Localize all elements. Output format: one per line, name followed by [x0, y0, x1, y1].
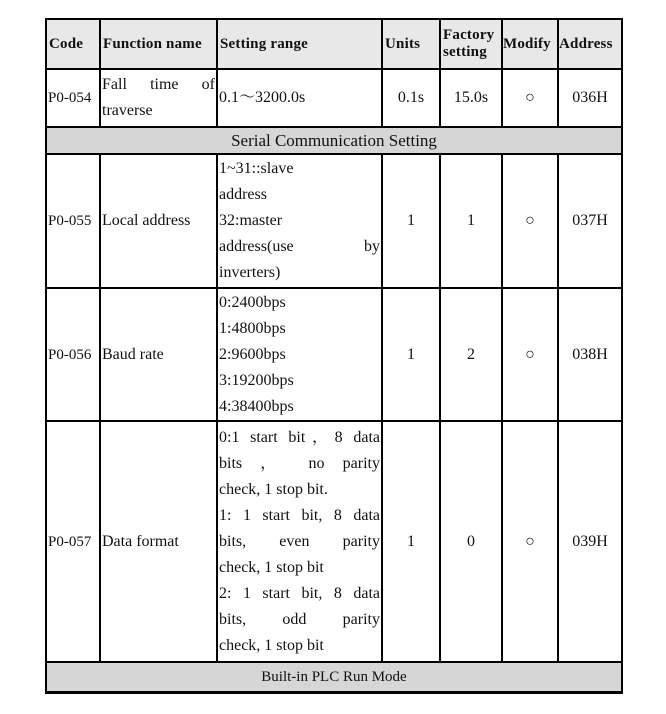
header-address: Address	[558, 19, 622, 69]
header-setting-range: Setting range	[217, 19, 382, 69]
cell-code: P0-055	[46, 154, 100, 288]
cell-setting-range	[217, 421, 382, 662]
cell-modify: ○	[502, 421, 558, 662]
cell-units: 0.1s	[382, 69, 440, 127]
cell-factory-setting: 1	[440, 154, 502, 288]
setting-range-line: 1:4800bps	[219, 319, 286, 337]
setting-range-line: 0:2400bps	[219, 293, 286, 311]
cell-factory-setting: 0	[440, 421, 502, 662]
table-row	[46, 288, 622, 421]
cell-address: 036H	[558, 69, 622, 127]
header-code: Code	[46, 19, 100, 69]
setting-range-line: 1: 1 start bit, 8 data	[219, 506, 380, 524]
cell-address: 039H	[558, 421, 622, 662]
table-row	[46, 421, 622, 662]
section-row-serial-communication	[46, 127, 622, 154]
parameter-table	[45, 18, 623, 694]
setting-range-line: 0.1～3200.0s	[219, 89, 306, 106]
cell-units: 1	[382, 421, 440, 662]
setting-range-line: 2:9600bps	[219, 345, 286, 363]
section-title: Serial Communication Setting	[46, 127, 622, 154]
cell-code: P0-057	[46, 421, 100, 662]
cell-factory-setting: 2	[440, 288, 502, 421]
cell-factory-setting: 15.0s	[440, 69, 502, 127]
cell-function-name: Local address	[100, 154, 217, 288]
function-name-line: traverse	[102, 102, 153, 119]
setting-range-line: 32:master	[219, 212, 283, 229]
header-units: Units	[382, 19, 440, 69]
table-row	[46, 69, 622, 127]
setting-range-line: address	[219, 186, 267, 203]
cell-address: 037H	[558, 154, 622, 288]
cell-modify: ○	[502, 288, 558, 421]
header-factory-setting-line1: Factory	[443, 27, 495, 43]
header-function-name: Function name	[100, 19, 217, 69]
cell-modify: ○	[502, 69, 558, 127]
cell-setting-range	[217, 69, 382, 127]
section-row-builtin-plc	[46, 662, 622, 693]
header-factory-setting-line2: setting	[443, 44, 487, 60]
cell-units: 1	[382, 288, 440, 421]
setting-range-line: 3:19200bps	[219, 371, 294, 389]
setting-range-line: check, 1 stop bit	[219, 558, 324, 576]
cell-code: P0-054	[46, 69, 100, 127]
function-name-line: Fall time of	[102, 76, 215, 93]
cell-units: 1	[382, 154, 440, 288]
cell-function-name: Baud rate	[100, 288, 217, 421]
cell-function-name	[100, 69, 217, 127]
setting-range-line: bits ， no parity	[219, 454, 380, 472]
setting-range-line: 1~31::slave	[219, 160, 294, 177]
setting-range-line: 2: 1 start bit, 8 data	[219, 584, 380, 602]
table-row	[46, 154, 622, 288]
setting-range-line: address(use by	[219, 238, 380, 255]
cell-function-name: Data format	[100, 421, 217, 662]
cell-address: 038H	[558, 288, 622, 421]
setting-range-line: inverters)	[219, 264, 281, 281]
cell-setting-range	[217, 154, 382, 288]
header-factory-setting	[440, 19, 502, 69]
setting-range-line: check, 1 stop bit.	[219, 480, 328, 498]
setting-range-line: check, 1 stop bit	[219, 636, 324, 654]
cell-setting-range	[217, 288, 382, 421]
cell-code: P0-056	[46, 288, 100, 421]
header-modify: Modify	[502, 19, 558, 69]
table-header-row	[46, 19, 622, 69]
setting-range-line: bits, odd parity	[219, 610, 380, 628]
setting-range-line: 4:38400bps	[219, 397, 294, 415]
setting-range-line: bits, even parity	[219, 532, 380, 550]
setting-range-line: 0:1 start bit，8 data	[219, 428, 380, 446]
section-title: Built-in PLC Run Mode	[46, 662, 622, 693]
cell-modify: ○	[502, 154, 558, 288]
